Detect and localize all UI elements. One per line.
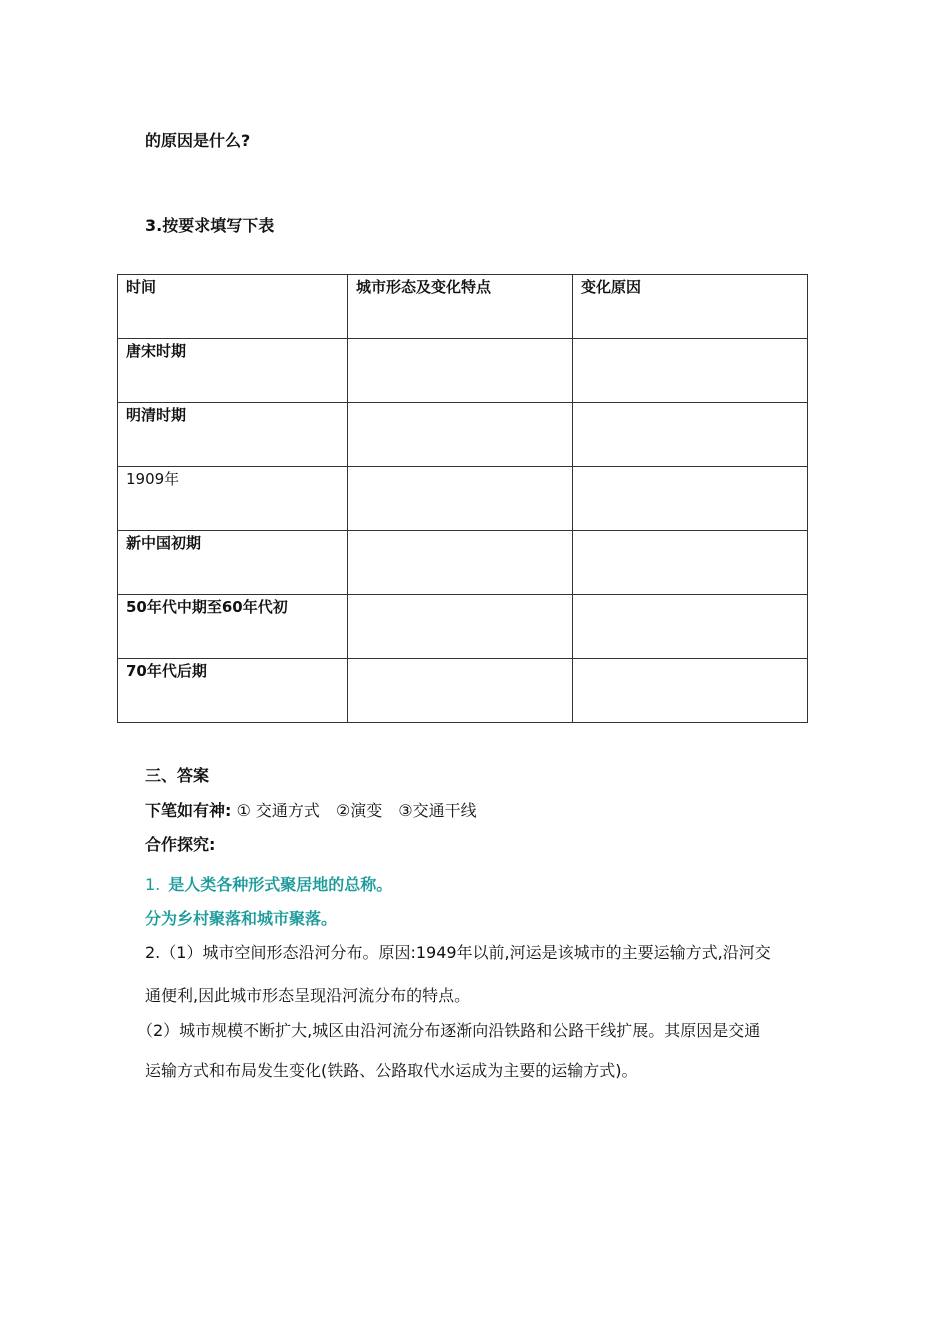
table-cell-blank[interactable]: [573, 403, 808, 467]
answer-2-line-2: 通便利,因此城市形态呈现沿河流分布的特点。: [145, 986, 471, 1005]
table-cell-blank[interactable]: [348, 531, 573, 595]
table-row: [118, 531, 808, 595]
answer-2-line-1: 2.（1）城市空间形态沿河分布。原因:1949年以前,河运是该城市的主要运输方式,沿河交: [145, 943, 771, 962]
xbrs-label: 下笔如有神:: [145, 801, 232, 820]
table-cell-blank[interactable]: [573, 339, 808, 403]
table-header-cell: 城市形态及变化特点: [348, 275, 573, 339]
answer-1-line-1: [145, 872, 392, 895]
table-row: [118, 467, 808, 531]
table-cell-blank[interactable]: [348, 403, 573, 467]
table-cell-period: 1909年: [118, 467, 348, 531]
answers-heading: 三、答案: [145, 766, 210, 785]
table-row: [118, 595, 808, 659]
answer-2-line-3: （2）城市规模不断扩大,城区由沿河流分布逐渐向沿铁路和公路干线扩展。其原因是交通: [137, 1021, 761, 1040]
answer-1-number: 1.: [145, 875, 161, 894]
table-cell-blank[interactable]: [573, 595, 808, 659]
fill-in-table: [117, 274, 808, 723]
table-cell-period: 70年代后期: [118, 659, 348, 723]
table-row: [118, 339, 808, 403]
table-row: [118, 403, 808, 467]
xbrs-line: [145, 798, 477, 821]
question-3-title: 3.按要求填写下表: [145, 216, 275, 235]
table-row: [118, 659, 808, 723]
table-cell-period: 明清时期: [118, 403, 348, 467]
table-header-row: [118, 275, 808, 339]
table-cell-blank[interactable]: [348, 339, 573, 403]
table-cell-blank[interactable]: [573, 531, 808, 595]
table-header-cell: 变化原因: [573, 275, 808, 339]
table-cell-blank[interactable]: [348, 659, 573, 723]
answer-1-line-2: 分为乡村聚落和城市聚落。: [145, 909, 338, 928]
answer-1-text: 是人类各种形式聚居地的总称。: [168, 875, 393, 894]
question-tail: 的原因是什么?: [145, 131, 251, 150]
table-cell-blank[interactable]: [573, 659, 808, 723]
table-cell-period: 唐宋时期: [118, 339, 348, 403]
table-cell-blank[interactable]: [573, 467, 808, 531]
table-cell-blank[interactable]: [348, 595, 573, 659]
hzt-label: 合作探究:: [145, 835, 216, 854]
table-cell-blank[interactable]: [348, 467, 573, 531]
table-cell-period: 新中国初期: [118, 531, 348, 595]
table-header-cell: 时间: [118, 275, 348, 339]
answer-2-line-4: 运输方式和布局发生变化(铁路、公路取代水运成为主要的运输方式)。: [145, 1061, 638, 1080]
xbrs-value: ① 交通方式 ②演变 ③交通干线: [236, 801, 477, 820]
table-cell-period: 50年代中期至60年代初: [118, 595, 348, 659]
